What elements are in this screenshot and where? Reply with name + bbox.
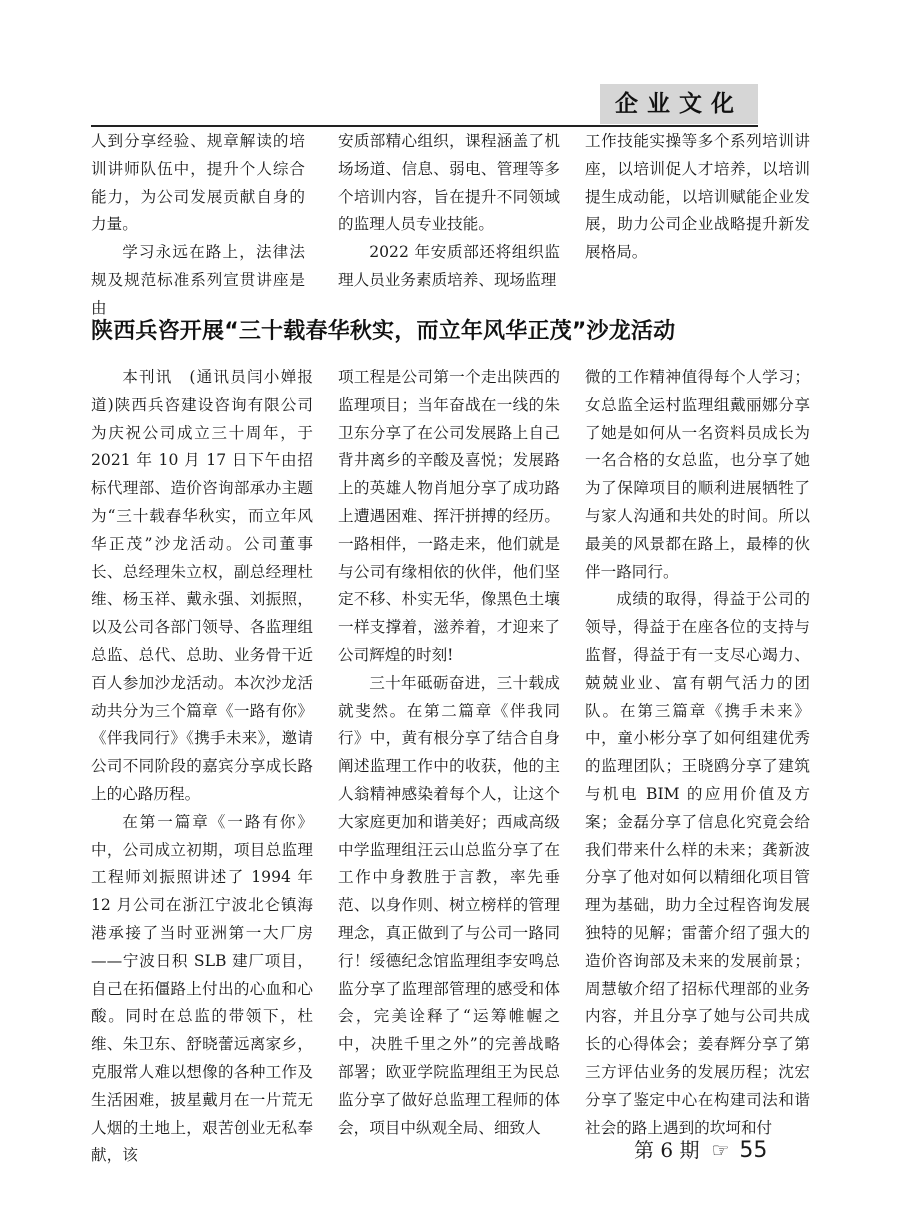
paragraph: 安质部精心组织，课程涵盖了机场场道、信息、弱电、管理等多个培训内容，旨在提升不同领域的监理人员专业技能。 xyxy=(338,132,560,234)
top-column-1 xyxy=(91,128,305,323)
paragraph: 在第一篇章《一路有你》中，公司成立初期，项目总监理工程师刘振照讲述了 1994 年 12 月公司在浙江宁波北仑镇海港承接了当时亚洲第一大厂房——宁波日积 SLB 建厂项目，自己在拓僵路上付出的心血和心酸。同时在总监的带领下，杜维、朱卫东、舒晓蕾远离家乡，克服常人难以想像的各种工作及生活困难，披星戴月在一片荒无人烟的土地上，艰苦创业无私奉献，该 xyxy=(91,812,313,1165)
paragraph: 工作技能实操等多个系列培训讲座，以培训促人才培养，以培训提生成动能，以培训赋能企业发展，助力公司企业战略提升新发展格局。 xyxy=(585,132,810,262)
paragraph: 项工程是公司第一个走出陕西的监理项目；当年奋战在一线的朱卫东分享了在公司发展路上自己背井离乡的辛酸及喜悦；发展路上的英雄人物肖旭分享了成功路上遭遇困难、挥汗拼搏的经历。一路相伴，一路走来，他们就是与公司有缘相依的伙伴，他们坚定不移、朴实无华，像黑色土壤一样支撑着，滋养着，才迎来了公司辉煌的时刻! xyxy=(338,368,560,664)
header-rule xyxy=(91,125,758,127)
issue-label: 第 6 期 xyxy=(634,1138,700,1162)
paragraph: 成绩的取得，得益于公司的领导，得益于在座各位的支持与监督，得益于有一支尽心竭力、兢兢业业、富有朝气活力的团队。在第三篇章《携手未来》中，童小彬分享了如何组建优秀的监理团队；王晓鸥分享了建筑与机电 BIM 的应用价值及方案；金磊分享了信息化究竟会给我们带来什么样的未来；龚新波分享了他对如何以精细化项目管理为基础，助力全过程咨询发展独特的见解；雷蕾介绍了强大的造价咨询部及未来的发展前景；周慧敏介绍了招标代理部的业务内容，并且分享了她与公司共成长的心得体会；姜春辉分享了第三方评估业务的发展历程；沈宏分享了鉴定中心在构建司法和谐社会的路上遇到的坎坷和付 xyxy=(585,590,810,1137)
paragraph: 学习永远在路上，法律法规及规范标准系列宣贯讲座是由 xyxy=(91,243,305,317)
top-column-3 xyxy=(585,128,810,267)
article-column-1 xyxy=(91,364,313,1170)
page-number: 55 xyxy=(739,1138,768,1163)
paragraph: 人到分享经验、规章解读的培训讲师队伍中，提升个人综合能力，为公司发展贡献自身的力量。 xyxy=(91,132,305,234)
paragraph: 2022 年安质部还将组织监理人员业务素质培养、现场监理 xyxy=(338,243,560,289)
paragraph: 三十年砥砺奋进，三十载成就斐然。在第二篇章《伴我同行》中，黄有根分享了结合自身阐述监理工作中的收获，他的主人翁精神感染着每个人，让这个大家庭更加和谐美好；西咸高级中学监理组汪云山总监分享了在工作中身教胜于言教，率先垂范、以身作则、树立榜样的管理理念，真正做到了与公司一路同行！绥德纪念馆监理组李安鸣总监分享了监理部管理的感受和体会，完美诠释了“运筹帷幄之中，决胜千里之外”的完善战略部署；欧亚学院监理组王为民总监分享了做好总监理工程师的体会，项目中纵观全局、细致人 xyxy=(338,673,560,1137)
top-column-2 xyxy=(338,128,560,295)
paragraph: 微的工作精神值得每个人学习；女总监全运村监理组戴丽娜分享了她是如何从一名资料员成长为一名合格的女总监，也分享了她为了保障项目的顺利进展牺牲了与家人沟通和共处的时间。所以最美的风景都在路上，最棒的伙伴一路同行。 xyxy=(585,368,810,581)
pointing-hand-icon: ☞ xyxy=(711,1138,730,1162)
section-title: 企业文化 xyxy=(600,84,758,124)
article-column-2 xyxy=(338,364,560,1142)
article-headline: 陕西兵咨开展“三十载春华秋实，而立年风华正茂”沙龙活动 xyxy=(91,319,676,344)
paragraph: 本刊讯 (通讯员闫小婵报道)陕西兵咨建设咨询有限公司为庆祝公司成立三十周年，于 2021 年 10 月 17 日下午由招标代理部、造价咨询部承办主题为“三十载春华秋实，而立年风华正茂”沙龙活动。公司董事长、总经理朱立权，副总经理杜维、杨玉祥、戴永强、刘振照，以及公司各部门领导、各监理组总监、总代、总助、业务骨干近百人参加沙龙活动。本次沙龙活动共分为三个篇章《一路有你》《伴我同行》《携手未来》，邀请公司不同阶段的嘉宾分享成长路上的心路历程。 xyxy=(91,368,313,803)
article-column-3 xyxy=(585,364,810,1142)
page-footer xyxy=(634,1130,767,1170)
